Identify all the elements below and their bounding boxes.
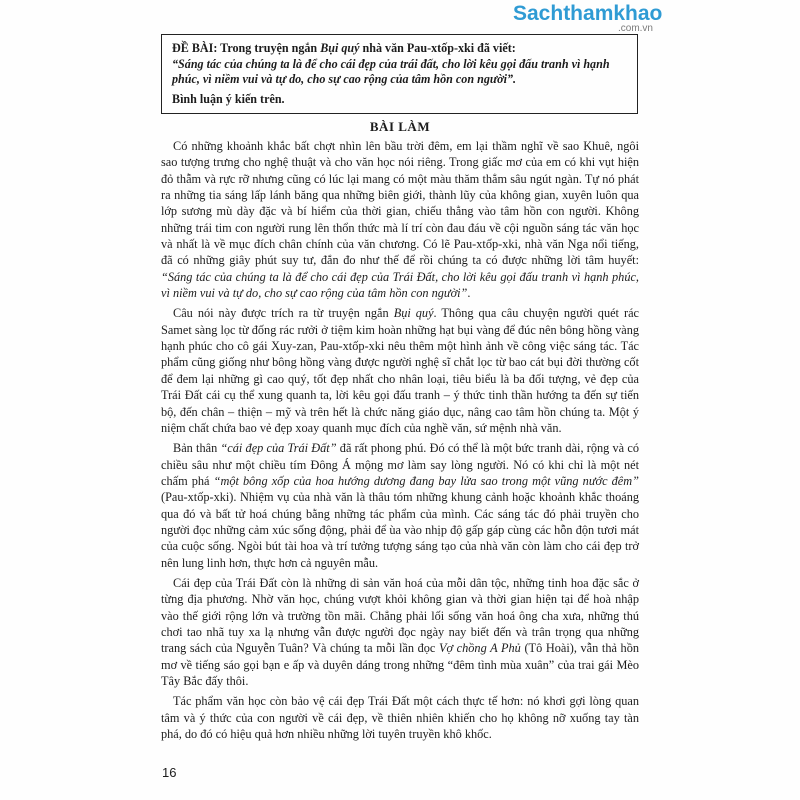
watermark-domain: .com.vn	[617, 23, 653, 34]
p3-quote-b: “một bông xốp của hoa hướng dương đang bay lửa sao trong một vũng nước đêm”	[213, 473, 639, 488]
p3-text-c: (Pau-xtốp-xki). Nhiệm vụ của nhà văn là thâu tóm những khung cảnh hoặc khoảnh khắc thoáng qua đó và bất tử hoá chúng bằng những tác phẩm của mình. Các sáng tác đó phải truyền cho người đọc những cảm xúc sống động, phải để ùa vào nhịp độ gấp gáp cùng các hỗn độn tươi mát của cuộc sống. Ngòi bút tài hoa và trí tưởng tượng sáng tạo của nhà văn còn làm cho cái đẹp trở nên lung linh hơn, thực hơn cả nguyên mẫu.	[161, 490, 639, 570]
p2-text-a: Câu nói này được trích ra từ truyện ngắn	[173, 306, 394, 321]
p2-title: Bụi quý	[393, 306, 434, 321]
paragraph-2	[161, 305, 639, 436]
paragraph-1	[161, 138, 639, 301]
page-number: 16	[162, 765, 177, 780]
watermark-brand: Sachthamkhao	[513, 2, 663, 25]
prompt-label: ĐỀ BÀI:	[172, 41, 218, 55]
prompt-intro	[172, 41, 628, 57]
essay-body	[161, 138, 639, 744]
p1-end: .	[467, 286, 471, 301]
p3-text-a: Bản thân	[173, 441, 221, 456]
paragraph-5: Tác phẩm văn học còn bảo vệ cái đẹp Trái Đất một cách thực tế hơn: nó khơi gợi lòng quan tâm và ý thức của con người về cái đẹp, về thiên nhiên khiến cho họ không nỡ xuống tay tàn phá, do đó có hiệu quả hơn nhiều những lời tuyên truyền khô khốc.	[161, 694, 639, 742]
answer-heading: BÀI LÀM	[369, 119, 431, 134]
p2-text-b: . Thông qua câu chuyện người quét rác Samet sàng lọc từ đống rác rưởi ở tiệm kim hoàn những hạt bụi vàng để đúc nên bông hồng vàng hạnh phúc cho cô gái Xuy-zan, Pau-xtốp-xki nêu thêm một hình ảnh về công việc sáng tác. Tác phẩm cũng giống như bông hồng vàng được người nghệ sĩ chắt lọc từ bao cát bụi đời thường cốt để đem lại những gì cao quý, tốt đẹp nhất cho nhân loại, tiêu biểu là ba đối tượng, vẻ đẹp của Trái Đất cái cụ thể xung quanh ta, lời kêu gọi đấu tranh – ý thức tinh thần hướng ta đến sự tiến bộ, đến chân – thiện – mỹ và trên hết là chức năng giáo dục, nâng cao tâm hồn chúng ta. Một ý niệm chất chứa bao vẻ đẹp xoay quanh mục đích của nghề văn, sứ mệnh nhà văn.	[161, 306, 640, 435]
paragraph-4	[161, 575, 639, 689]
prompt-task: Bình luận ý kiến trên.	[172, 91, 285, 106]
prompt-quote: “Sáng tác của chúng ta là để cho cái đẹp của trái đất, cho lời kêu gọi đấu tranh vì hạnh phúc, vì niềm vui và tự do, cho sự cao rộng của tâm hồn con người”.	[172, 56, 610, 86]
watermark-logo	[513, 2, 663, 34]
p3-quote-a: “cái đẹp của Trái Đất”	[220, 441, 337, 456]
prompt-intro-b: nhà văn Pau-xtốp-xki đã viết:	[359, 41, 516, 55]
essay-prompt-box	[161, 34, 638, 114]
p4-text-b: (Tô Hoài), vẫn thả hồn mơ về tiếng sáo gọi bạn e ấp và duyên dáng trong những “đêm tình mùa xuân” của trai gái Mèo Tây Bắc đấy thôi.	[161, 641, 639, 688]
p1-quote: “Sáng tác của chúng ta là để cho cái đẹp của Trái Đất, cho lời kêu gọi đấu tranh vì hạnh phúc, vì niềm vui và tự do, cho sự cao rộng của tâm hồn con người”	[161, 269, 639, 301]
paragraph-3	[161, 440, 639, 571]
prompt-story-title: Bụi quý	[320, 41, 360, 55]
p3-text-b: đã rất phong phú. Đó có thể là một bức tranh dài, rộng và có chiều sâu như một chiều tím Đông Á mộng mơ làm say lòng người. Nó có khi chỉ là một nét chấm phá	[161, 441, 639, 488]
p4-title: Vợ chồng A Phủ	[438, 641, 521, 656]
p1-text: Có những khoảnh khắc bất chợt nhìn lên bầu trời đêm, em lại thầm nghĩ về sao Khuê, ngôi sao tượng trưng cho nghệ thuật và cho văn học nói riêng. Trong giấc mơ của em có khi vụt hiện đỏ thẫm và rực rỡ nhưng cũng có lúc lại mang có một màu thăm thẳm sâu ngút ngàn. Tự nó phát ra những tia sáng lấp lánh băng qua những biên giới, thành lũy của không gian, xuyên luôn qua lớp sương mù dày đặc và bí hiểm của thời gian, chiếu thẳng vào tâm hồn con người. Không những trái tim con người rung lên thổn thức mà lí trí còn đau đáu về cội nguồn sáng tác văn học và nhất là về mục đích chân chính của văn chương. Có lẽ Pau-xtốp-xki, nhà văn Nga nổi tiếng, đã có những giây phút suy tư, đắn đo như thế để rồi chúng ta có được những lời tâm huyết:	[161, 139, 639, 268]
p4-text-a: Cái đẹp của Trái Đất còn là những di sản văn hoá của mỗi dân tộc, những tinh hoa đặc sắc ở từng địa phương. Nhờ văn học, chúng vượt khỏi không gian và thời gian hiện tại để hoà nhập vào thế giới rộng lớn và trường tồn mãi. Chẳng phải lối sống văn hoá ông cha xưa, những thú chơi tao nhã tuy xa lạ nhưng vẫn được người đọc ngày nay biết đến và trân trọng qua những trang sách của Nguyễn Tuân? Và chúng ta mỗi lần đọc	[161, 575, 639, 656]
prompt-intro-a: Trong truyện ngắn	[217, 41, 321, 55]
